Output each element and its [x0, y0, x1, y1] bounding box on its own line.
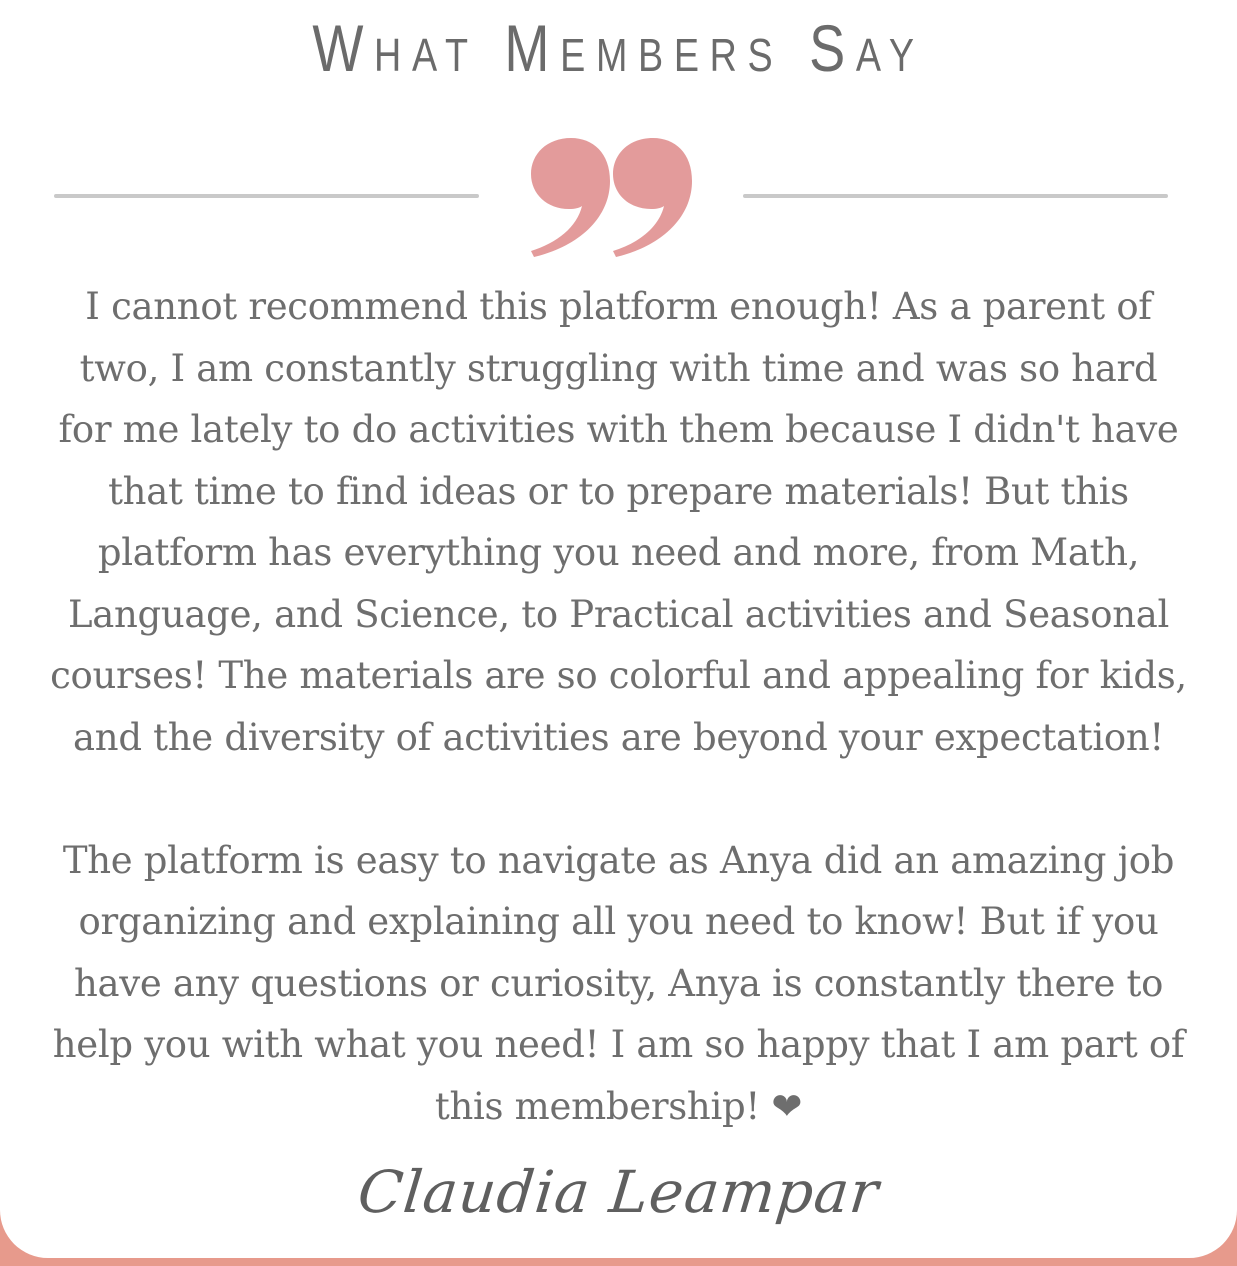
closing-quote-icon	[525, 135, 697, 260]
author-signature: Claudia Leampar	[354, 1158, 883, 1226]
divider-right	[743, 194, 1168, 198]
section-heading: What Members Say	[312, 11, 925, 85]
testimonial-paragraph-2: The platform is easy to navigate as Anya did an amazing job organizing and explaining all you need to know! But if you have any questions or curiosity, Anya is constantly there to help you with what you need! I am so happy that I am part of this membership! ❤	[52, 838, 1185, 1128]
divider-left	[54, 194, 479, 198]
testimonial-text	[0, 276, 1237, 1137]
testimonial-paragraph-1: I cannot recommend this platform enough! As a parent of two, I am constantly struggling with time and was so hard for me lately to do activities with them because I didn't have that time to find ideas or to prepare materials! But this platform has everything you need and more, from Math, Language, and Science, to Practical activities and Seasonal courses! The materials are so colorful and appealing for kids, and the diversity of activities are beyond your expectation!	[50, 285, 1187, 759]
